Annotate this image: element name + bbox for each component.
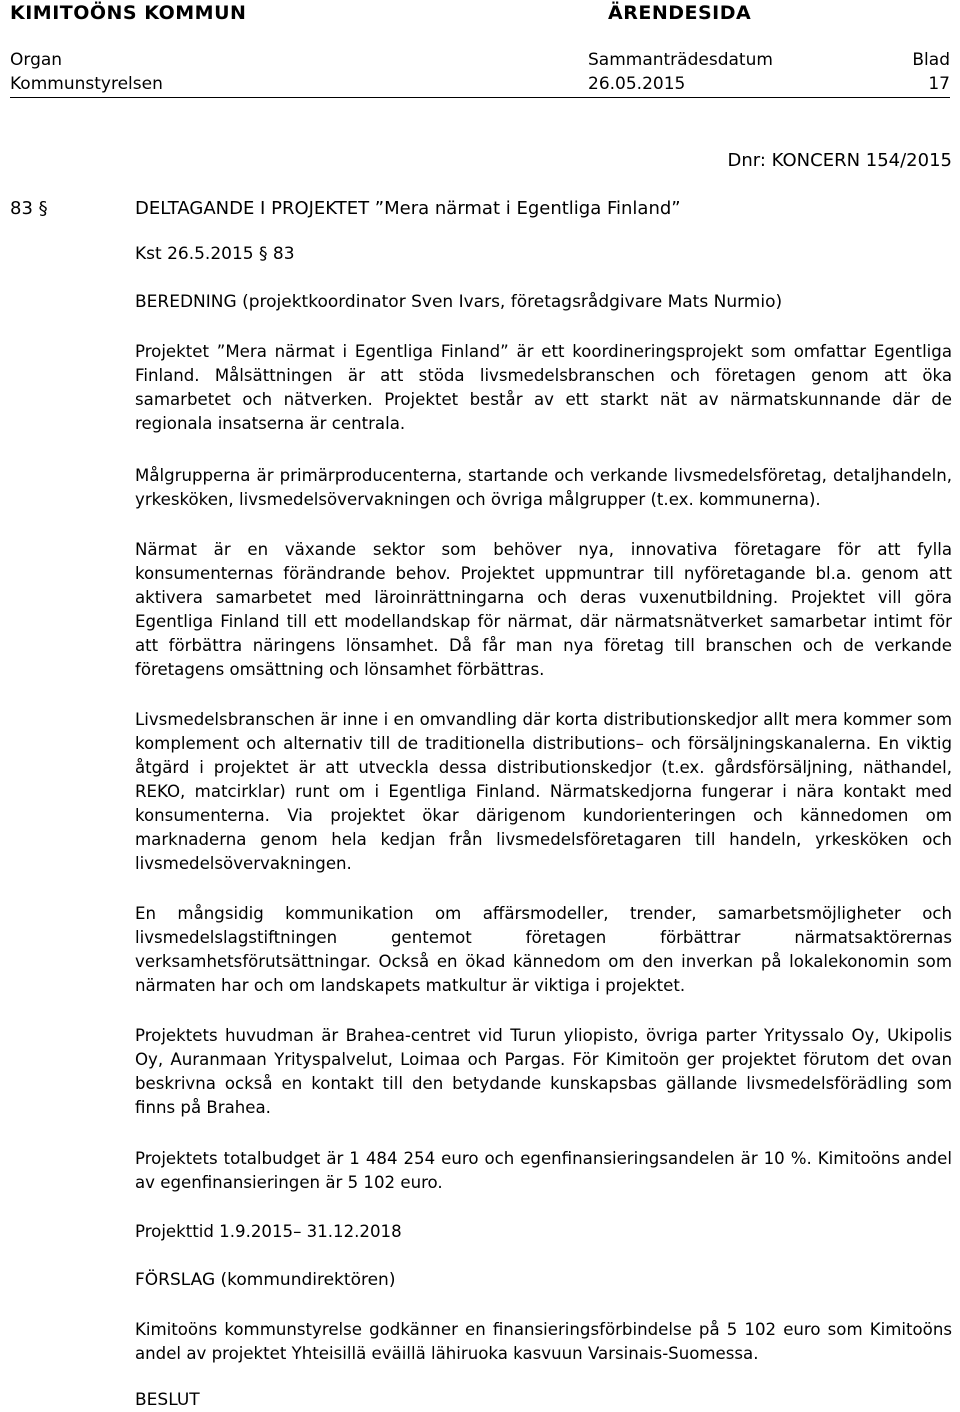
paragraph-budget: Projektets totalbudget är 1 484 254 euro och egenfinansieringsandelen är 10 %. Kimitoöns andel av egenfinansieringen är 5 102 euro. xyxy=(135,1149,952,1192)
item-number: 83 § xyxy=(10,198,48,219)
paragraph-communication: En mångsidig kommunikation om affärsmodeller, trender, samarbetsmöjligheter och livsmedelslagstiftningen gentemot företagen förbättrar närmatsaktörernas verksamhetsförutsättningar. Också en ökad kännedom om den inverkan på lokalekonomin som närmaten har och om landskapets matkultur är viktiga i projektet. xyxy=(135,904,952,995)
proposal-heading: FÖRSLAG (kommundirektören) xyxy=(135,1270,396,1290)
meeting-reference: Kst 26.5.2015 § 83 xyxy=(135,244,295,264)
document-header xyxy=(10,0,950,30)
paragraph-local-food-sector: Närmat är en växande sektor som behöver nya, innovativa företagare för att fylla konsumenternas förändrande behov. Projektet uppmuntrar till nyföretagande bl.a. genom att aktivera samarbetet med läroinrättningarna och deras vuxenutbildning. Projektet vill göra Egentliga Finland till ett modellandskap för närmat, där närmatsnätverket samarbetar intimt för att förbättra näringens lönsamhet. Då får man nya företag till branschen och de verkande företagens omsättning och lönsamhet förbättras. xyxy=(135,540,952,679)
paragraph-project-partners: Projektets huvudman är Brahea-centret vid Turun yliopisto, övriga parter Yrityssalo Oy, Ukipolis Oy, Auranmaan Yrityspalvelut, Loimaa och Pargas. För Kimitoön ger projektet förutom det ovan beskrivna också en kontakt till den betydande kunskapsbas gällande livsmedelsförädling som finns på Brahea. xyxy=(135,1026,952,1117)
paragraph-proposal: Kimitoöns kommunstyrelse godkänner en finansieringsförbindelse på 5 102 euro som Kimitoöns andel av projektet Yhteisillä eväillä lähiruoka kasvuun Varsinais-Suomessa. xyxy=(135,1320,952,1363)
diary-number: Dnr: KONCERN 154/2015 xyxy=(727,150,952,171)
organ-label: Organ xyxy=(10,50,63,70)
preparation-heading: BEREDNING (projektkoordinator Sven Ivars, företagsrådgivare Mats Nurmio) xyxy=(135,292,783,312)
date-label: Sammanträdesdatum xyxy=(588,50,773,70)
paragraph-project-description: Projektet ”Mera närmat i Egentliga Finland” är ett koordineringsprojekt som omfattar Egentliga Finland. Målsättningen är att stöda livsmedelsbranschen och företagen genom att öka samarbetet och nätverken. Projektet består av ett starkt nät av närmatskunnande där de regionala insatserna är centrala. xyxy=(135,342,952,433)
decision-heading: BESLUT xyxy=(135,1390,200,1410)
paragraph-target-groups: Målgrupperna är primärproducenterna, startande och verkande livsmedelsföretag, detaljhandeln, yrkesköken, livsmedelsövervakningen och övriga målgrupper (t.ex. kommunerna). xyxy=(135,466,952,509)
item-title: DELTAGANDE I PROJEKTET ”Mera närmat i Egentliga Finland” xyxy=(135,198,681,219)
municipality-name: KIMITOÖNS KOMMUN xyxy=(10,2,247,24)
header-divider xyxy=(10,97,950,98)
document-type: ÄRENDESIDA xyxy=(608,2,752,24)
date-value: 26.05.2015 xyxy=(588,74,686,94)
page-label: Blad xyxy=(912,50,950,70)
paragraph-distribution-chains: Livsmedelsbranschen är inne i en omvandling där korta distributionskedjor allt mera kommer som komplement och alternativ till de traditionella distributions– och försäljningskanalerna. En viktig åtgärd i projektet är att utveckla dessa distributionskedjor (t.ex. gårdsförsäljning, näthandel, REKO, matcirklar) runt om i Egentliga Finland. Närmatskedjorna fungerar i nära kontakt med konsumenterna. Via projektet ökar därigenom kundorienteringen och kännedomen om marknaderna genom hela kedjan från livsmedelsföretagaren till handeln, yrkesköken och livsmedelsövervakningen. xyxy=(135,710,952,873)
page-number: 17 xyxy=(928,74,950,94)
organ-value: Kommunstyrelsen xyxy=(10,74,163,94)
paragraph-project-period: Projekttid 1.9.2015– 31.12.2018 xyxy=(135,1222,402,1241)
